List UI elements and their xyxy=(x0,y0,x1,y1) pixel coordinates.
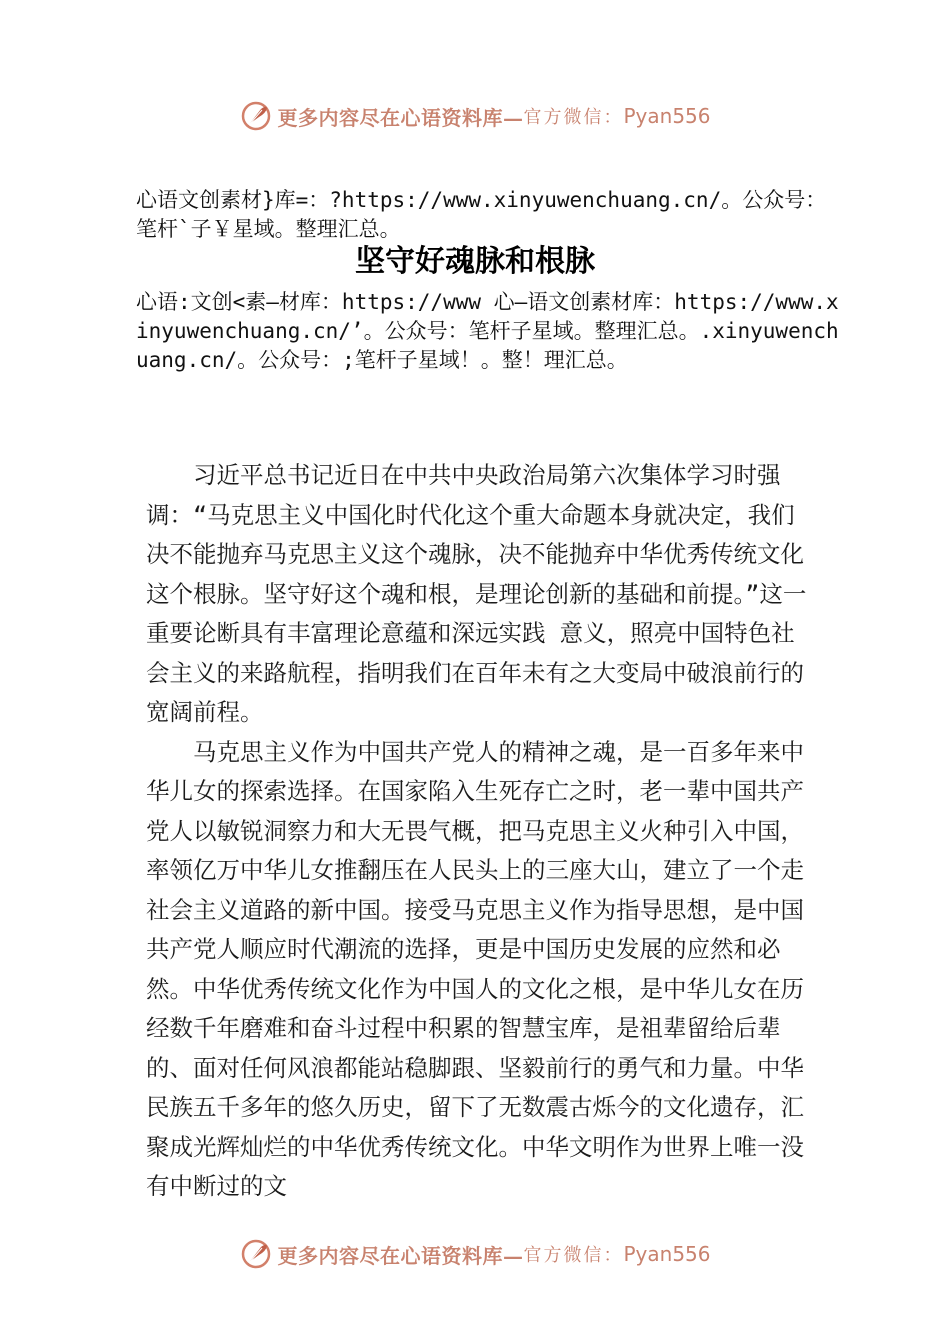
feather-logo-icon xyxy=(239,1237,273,1271)
paragraph: 习近平总书记近日在中共中央政治局第六次集体学习时强调：“马克思主义中国化时代化这个重大命题本身就决定，我们决不能抛弃马克思主义这个魂脉，决不能抛弃中华优秀传统文化这个根脉。坚守好这个魂和根，是理论创新的基础和前提。”这一重要论断具有丰富理论意蕴和深远实践 意义，照亮中国特色社会主义的来路航程，指明我们在百年未有之大变局中破浪前行的宽阔前程。 xyxy=(146,461,807,726)
watermark-banner-top xyxy=(0,96,950,136)
feather-logo-icon xyxy=(239,99,273,133)
paragraph: 马克思主义作为中国共产党人的精神之魂，是一百多年来中华儿女的探索选择。在国家陷入生死存亡之时，老一辈中国共产党人以敏锐洞察力和大无畏气概，把马克思主义火种引入中国，率领亿万中华儿女推翻压在人民头上的三座大山，建立了一个走社会主义道路的新中国。接受马克思主义作为指导思想，是中国共产党人顺应时代潮流的选择，更是中国历史发展的应然和必然。中华优秀传统文化作为中国人的文化之根，是中华儿女在历经数千年磨难和奋斗过程中积累的智慧宝库，是祖辈留给后辈的、面对任何风浪都能站稳脚跟、坚毅前行的勇气和力量。中华民族五千多年的悠久历史，留下了无数震古烁今的文化遗存，汇聚成光辉灿烂的中华优秀传统文化。中华文明作为世界上唯一没有中断过的文 xyxy=(146,737,804,1200)
banner-wechat-id: Pyan556 xyxy=(623,104,711,128)
banner-wechat-label: 官方微信： xyxy=(523,107,624,128)
document-body xyxy=(146,456,810,1207)
watermark-banner-bottom xyxy=(0,1234,950,1274)
banner-wechat-label: 官方微信： xyxy=(523,1245,624,1266)
document-title: 坚守好魂脉和根脉 xyxy=(355,244,595,279)
source-line-2: 心语:文创<素—材库：https://www 心—语文创素材库：https://www.xinyuwenchuang.cn/’。公众号：笔杆子星域。整理汇总。.xinyuwenchuang.cn/。公众号：;笔杆子星域！。整！理汇总。 xyxy=(136,290,839,372)
banner-main-text: 更多内容尽在心语资料库— xyxy=(277,105,524,130)
banner-main-text: 更多内容尽在心语资料库— xyxy=(277,1243,524,1268)
banner-wechat-id: Pyan556 xyxy=(623,1242,711,1266)
source-line: 心语文创素材}库=：?https://www.xinyuwenchuang.cn/。公众号：笔杆`子￥星域。整理汇总。 xyxy=(136,188,827,241)
